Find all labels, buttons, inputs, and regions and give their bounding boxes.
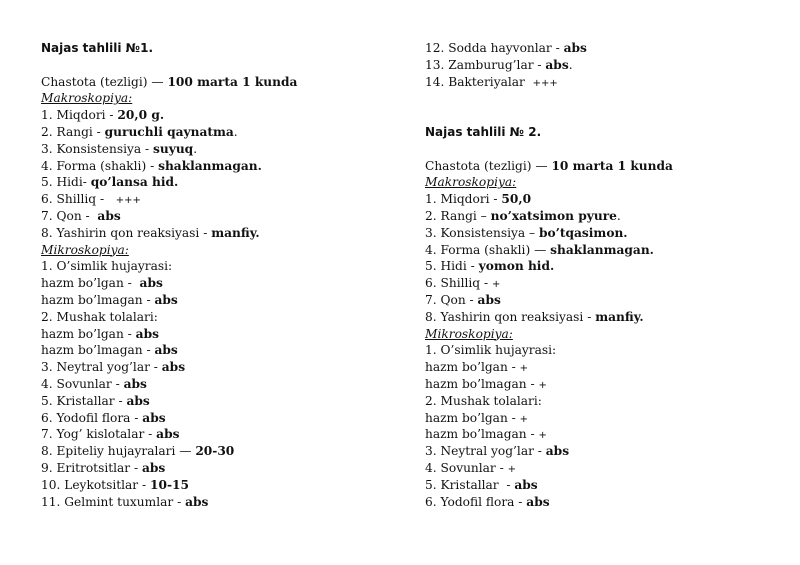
result-value: abs [154, 292, 178, 307]
report-1-title: Najas tahlili №1. [41, 41, 154, 55]
result-label: 4. Forma (shakli) - [41, 158, 159, 173]
result-value: qo’lansa hid. [90, 175, 179, 190]
result-value: abs [139, 276, 163, 291]
report-1-micro-list [41, 258, 401, 510]
result-label: 3. Konsistensiya - [41, 141, 154, 156]
result-label: 3. Konsistensiya – [425, 225, 539, 240]
result-value: abs [563, 41, 587, 55]
result-suffix: . [233, 124, 238, 139]
result-row [425, 275, 785, 292]
result-label: 11. Gelmint tuxumlar - [41, 494, 186, 509]
result-label: 5. Hidi- [41, 175, 91, 190]
result-value: shaklanmagan. [158, 158, 262, 173]
report-2-micro-list [425, 342, 785, 510]
result-label: 1. Miqdori - [41, 108, 118, 123]
result-label: 4. Sovunlar - [41, 376, 124, 391]
result-value: 50,0 [501, 192, 532, 207]
result-label: 8. Yashirin qon reaksiyasi - [425, 309, 596, 324]
result-value: abs [514, 477, 538, 492]
result-row [425, 309, 785, 326]
result-label: hazm bo’lgan - [425, 360, 520, 375]
result-row [41, 258, 401, 275]
result-value: +++ [115, 195, 141, 207]
result-label: 1. O’simlik hujayrasi: [425, 343, 557, 358]
result-row [425, 342, 785, 359]
result-value: + [538, 430, 547, 442]
result-label: hazm bo’lmagan - [41, 343, 155, 358]
spacer [425, 90, 785, 107]
frequency-value: 100 marta 1 kunda [167, 74, 298, 89]
result-label: hazm bo’lmagan - [425, 376, 539, 391]
left-column [41, 40, 401, 510]
right-column [425, 40, 785, 510]
result-value: abs [97, 208, 121, 223]
result-label: 3. Neytral yog’lar - [425, 444, 546, 459]
result-label: 6. Shilliq - [41, 192, 116, 207]
result-label: 8. Yashirin qon reaksiyasi - [41, 225, 212, 240]
result-value: manfiy. [595, 309, 644, 324]
result-value: abs [545, 57, 569, 72]
result-label: hazm bo’lmagan - [425, 427, 539, 442]
result-row [41, 443, 401, 460]
result-value: shaklanmagan. [550, 242, 654, 257]
result-row [425, 191, 785, 208]
result-value: abs [185, 494, 209, 509]
result-row [425, 208, 785, 225]
result-label: 2. Mushak tolalari: [41, 309, 158, 324]
result-row [41, 107, 401, 124]
result-row [41, 359, 401, 376]
result-row [425, 57, 785, 74]
report-2-micro-header: Mikroskopiya: [425, 326, 513, 341]
spacer [425, 141, 785, 158]
result-row [41, 342, 401, 359]
result-label: 5. Kristallar - [425, 477, 515, 492]
result-row [41, 376, 401, 393]
frequency-value: 10 marta 1 kunda [551, 158, 673, 173]
result-value: yomon hid. [478, 259, 555, 274]
result-value: suyuq [153, 141, 194, 156]
result-value: + [491, 279, 501, 291]
result-value: no’xatsimon pyure [490, 208, 617, 223]
result-row [41, 477, 401, 494]
frequency-label: Chastota (tezligi) — [425, 158, 552, 173]
spacer [425, 107, 785, 124]
result-row [425, 40, 785, 57]
result-label: 2. Rangi – [425, 208, 491, 223]
result-label: 7. Qon - [41, 208, 98, 223]
result-row [41, 275, 401, 292]
report-1-macro-header: Makroskopiya: [41, 91, 133, 106]
result-suffix: . [568, 57, 573, 72]
result-value: abs [477, 292, 501, 307]
result-value: +++ [532, 77, 558, 89]
result-row [41, 309, 401, 326]
result-row [41, 141, 401, 158]
result-row [41, 208, 401, 225]
result-row [41, 292, 401, 309]
result-row [425, 426, 785, 443]
report-1-frequency [41, 74, 401, 91]
report-1-macro-list [41, 107, 401, 241]
result-row [41, 494, 401, 511]
report-2-title: Najas tahlili № 2. [425, 124, 542, 139]
result-label: hazm bo’lgan - [425, 410, 520, 425]
result-label: hazm bo’lmagan - [41, 292, 155, 307]
result-value: manfiy. [211, 225, 260, 240]
result-label: 6. Yodofil flora - [41, 410, 143, 425]
spacer [41, 57, 401, 74]
result-row [41, 410, 401, 427]
result-value: + [538, 379, 547, 391]
result-row [425, 410, 785, 427]
result-label: 5. Hidi - [425, 259, 479, 274]
result-label: 9. Eritrotsitlar - [41, 460, 142, 475]
result-row [425, 359, 785, 376]
result-row [41, 326, 401, 343]
result-label: 6. Shilliq - [425, 276, 492, 291]
result-label: 2. Mushak tolalari: [425, 393, 542, 408]
result-suffix: . [193, 141, 198, 156]
result-value: abs [156, 427, 180, 442]
report-1-micro-header: Mikroskopiya: [41, 242, 129, 257]
result-value: 20-30 [195, 444, 235, 459]
result-label: 6. Yodofil flora - [425, 494, 527, 509]
result-row [425, 242, 785, 259]
result-value: guruchli qaynatma [104, 124, 234, 139]
result-label: 14. Bakteriyalar [425, 74, 533, 89]
result-row [425, 494, 785, 511]
result-value: + [519, 363, 529, 375]
result-value: abs [142, 410, 166, 425]
result-row [41, 191, 401, 208]
result-value: abs [135, 326, 159, 341]
result-value: bo’tqasimon. [538, 225, 628, 240]
result-label: hazm bo’lgan - [41, 326, 136, 341]
result-label: 4. Sovunlar - [425, 460, 508, 475]
result-row [41, 460, 401, 477]
result-row [425, 477, 785, 494]
result-row [425, 460, 785, 477]
result-label: 1. O’simlik hujayrasi: [41, 259, 173, 274]
result-row [41, 124, 401, 141]
result-value: 20,0 g. [117, 108, 165, 123]
result-row [425, 443, 785, 460]
result-row [425, 292, 785, 309]
result-row [425, 258, 785, 275]
result-row [41, 393, 401, 410]
report-1-continued-list [425, 40, 785, 90]
result-value: abs [545, 444, 570, 459]
result-label: 13. Zamburug’lar - [425, 57, 546, 72]
result-label: 8. Epiteliy hujayralari — [41, 444, 196, 459]
result-row [41, 174, 401, 191]
result-value: abs [123, 376, 147, 391]
result-row [425, 376, 785, 393]
result-label: 7. Qon - [425, 292, 478, 307]
result-value: abs [161, 360, 186, 375]
result-label: 4. Forma (shakli) — [425, 242, 551, 257]
result-label: 10. Leykotsitlar - [41, 477, 150, 492]
result-row [41, 225, 401, 242]
frequency-label: Chastota (tezligi) — [41, 74, 168, 89]
result-label: hazm bo’lgan - [41, 276, 140, 291]
result-row [425, 74, 785, 91]
result-row [425, 225, 785, 242]
result-label: 2. Rangi - [41, 124, 105, 139]
result-value: abs [126, 393, 150, 408]
report-2-macro-list [425, 191, 785, 325]
result-value: + [507, 463, 517, 475]
result-value: abs [142, 460, 166, 475]
result-value: abs [526, 494, 550, 509]
result-value: abs [154, 343, 178, 358]
result-label: 12. Sodda hayvonlar - [425, 41, 564, 55]
result-label: 1. Miqdori - [425, 192, 502, 207]
report-2-frequency [425, 158, 785, 175]
result-label: 3. Neytral yog’lar - [41, 360, 162, 375]
report-2-macro-header: Makroskopiya: [425, 175, 517, 190]
result-suffix: . [616, 208, 621, 223]
result-row [41, 158, 401, 175]
result-value: + [519, 413, 529, 425]
result-row [425, 393, 785, 410]
result-value: 10-15 [149, 477, 189, 492]
result-row [41, 426, 401, 443]
result-label: 7. Yog’ kislotalar - [41, 427, 157, 442]
result-label: 5. Kristallar - [41, 393, 127, 408]
